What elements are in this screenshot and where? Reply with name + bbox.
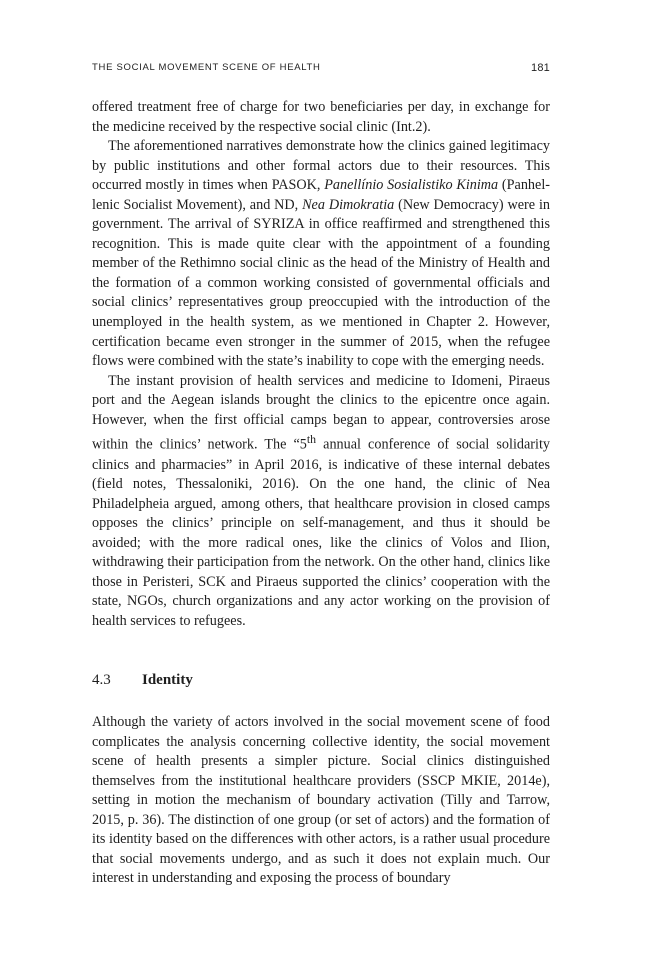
paragraph-text: The aforementioned narratives demonstrate how the clinics gained legitimacy by public institutions and other formal actors due to their resources. This occurred mostly in times when PASOK,: [92, 138, 550, 194]
section-body: [92, 713, 550, 889]
paragraph-text: (New Democracy) were in government. The arrival of SYRIZA in office reaffirmed and strengthened this recognition. This is made quite clear with the appointment of a founding member of the Rethimno social clinic as the head of the Ministry of Health and the formation of a common working consisted of governmental officials and social clinics’ representatives group preoccupied with the introduction of the unemployed in the health system, as we mentioned in Chapter 2. However, certification became even stronger in the summer of 2015, when the refugee flows were combined with the state’s inability to cope with the emerging needs.: [92, 196, 550, 370]
paragraph-text: annual conference of social solidarity clinics and pharmacies” in April 2016, is indicative of these internal debates (field notes, Thessaloniki, 2016). On the one hand, the clinic of Nea Philadelpheia argued, among others, that healthcare provision in closed camps opposes the clinics’ principle on self-management, and thus it should be avoided; with the more radical ones, like the clinics of Volos and Ilion, withdrawing their participation from the network. On the other hand, clinics like those in Peristeri, SCK and Piraeus supported the clinics’ cooperation with the state, NGOs, church organizations and any actor working on the provision of health services to refugees.: [92, 437, 550, 629]
paragraph-refugee-provision: [92, 372, 550, 632]
page-number: 181: [531, 62, 550, 74]
body-text: [92, 98, 550, 632]
paragraph-legitimacy: [92, 137, 550, 372]
running-head-title: THE SOCIAL MOVEMENT SCENE OF HEALTH: [92, 62, 321, 73]
paragraph-text: (Panhellenic Socialist Movement), and ND,: [92, 177, 551, 213]
italic-term: Panellínio Sosialistiko Kinima: [324, 177, 499, 194]
superscript: th: [306, 432, 317, 447]
italic-term: Nea Dimokratia: [302, 196, 395, 213]
paragraph-text: The instant provision of health services and medicine to Idomeni, Piraeus port and the Aegean islands brought the clinics to the epicentre once again. However, when the first official camps began to appear, controversies arose within the clinics’ network. The “5: [92, 372, 550, 454]
book-page: [92, 0, 550, 975]
paragraph-continuation: offered treatment free of charge for two beneficiaries per day, in exchange for the medicine received by the respective social clinic (Int.2).: [92, 99, 550, 135]
running-head: [92, 62, 550, 78]
section-title: Identity: [142, 672, 193, 688]
paragraph-identity: Although the variety of actors involved in the social movement scene of food complicates the analysis concerning collective identity, the social movement scene of health presents a simpler picture. Social clinics distinguished themselves from the institutional healthcare providers (SSCP MKIE, 2014e), setting in motion the mechanism of boundary activation (Tilly and Tarrow, 2015, p. 36). The distinction of one group (or set of actors) and the formation of its identity based on the differences with other actors, is a rather usual procedure that social movements undergo, and as such it does not explain much. Our interest in understanding and exposing the process of boundary: [92, 714, 550, 887]
section-number: 4.3: [92, 672, 111, 688]
